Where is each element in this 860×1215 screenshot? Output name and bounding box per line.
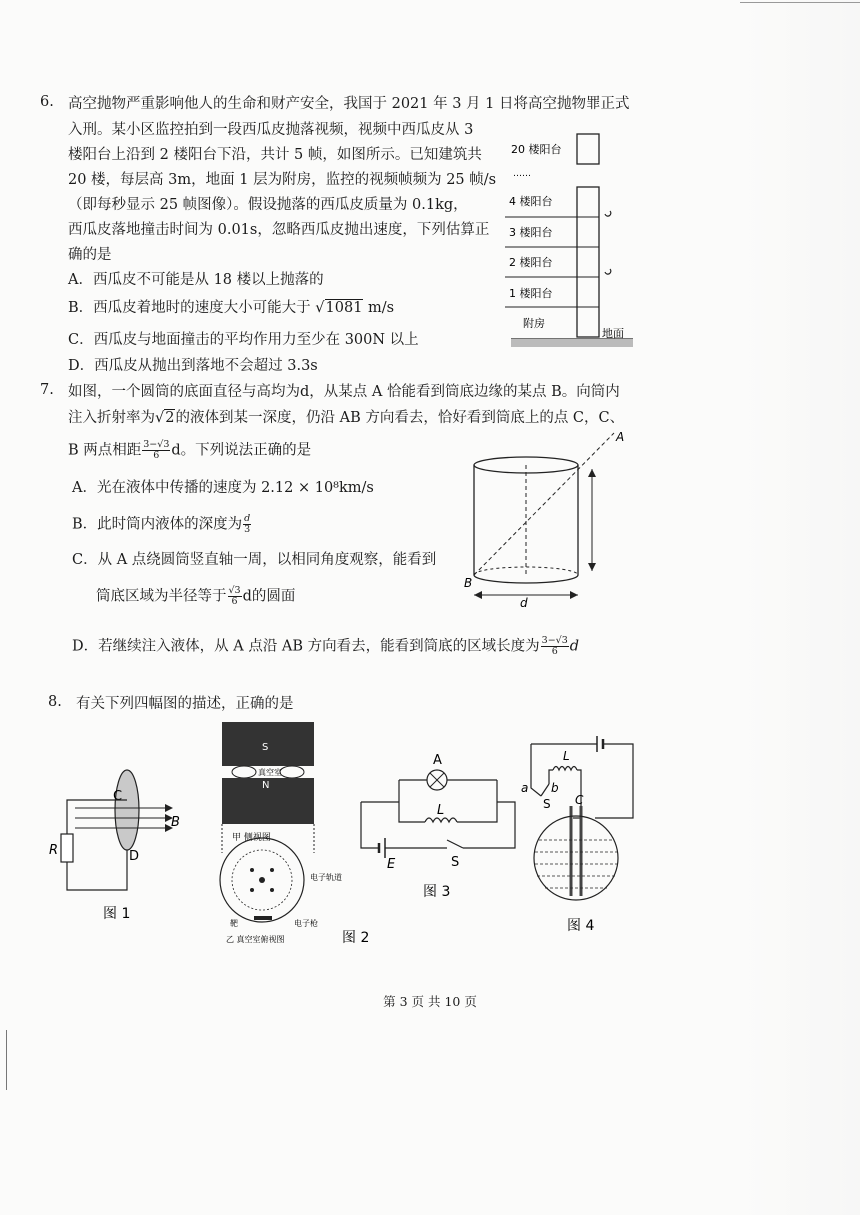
label-D: D <box>129 849 140 864</box>
label-S: S <box>262 742 269 753</box>
question-6-option-d: D．西瓜皮从抛出到落地不会超过 3.3s <box>68 358 318 374</box>
label-b: b <box>551 781 559 795</box>
question-6-line-6: 西瓜皮落地撞击时间为 0.01s，忽略西瓜皮抛出速度，下列估算正 <box>68 222 490 238</box>
question-6-option-b: B．西瓜皮着地时的速度大小可能大于 √1081 m/s <box>68 300 395 316</box>
switch-S <box>447 840 463 848</box>
cylinder-figure <box>462 425 632 610</box>
label-S: S <box>543 797 551 811</box>
question-7-option-c-1: C．从 A 点绕圆筒竖直轴一周，以相同角度观察，能看到 <box>72 552 437 568</box>
figure-3-caption: 图 3 <box>423 884 451 900</box>
scan-mark <box>6 1030 7 1090</box>
question-6-line-3: 楼阳台上沿到 2 楼阳台下沿，共计 5 帧，如图所示。已知建筑共 <box>68 147 482 163</box>
peel-icon <box>605 211 611 216</box>
label-S: S <box>451 855 460 870</box>
label-C: C <box>113 789 123 804</box>
figure-2-caption: 图 2 <box>342 930 370 946</box>
peel-icon <box>605 269 611 274</box>
label-top-view: 乙 真空室俯视图 <box>226 935 285 944</box>
figure-1 <box>45 760 205 930</box>
label-annex: 附房 <box>523 317 545 330</box>
question-6-number: 6. <box>40 94 54 110</box>
label-vacuum: 真空室 <box>258 768 282 777</box>
building-body <box>577 187 599 337</box>
question-8-stem: 有关下列四幅图的描述，正确的是 <box>76 696 294 712</box>
question-7-number: 7. <box>40 382 54 398</box>
question-6-line-4: 20 楼，每层高 3m，地面 1 层为附房，监控的视频帧频为 25 帧/s <box>68 172 497 188</box>
question-7-option-a: A．光在液体中传播的速度为 2.12 × 10⁸km/s <box>72 480 374 496</box>
label-floor-3: 3 楼阳台 <box>509 226 553 239</box>
label-dots: …… <box>513 169 531 179</box>
label-electron-gun: 电子枪 <box>294 919 318 928</box>
question-7-line-1: 如图，一个圆筒的底面直径与高均为d，从某点 A 恰能看到筒底边缘的某点 B。向筒内 <box>68 384 620 400</box>
ground-hatch <box>511 339 633 347</box>
floor-20-box <box>577 134 599 164</box>
scan-shadow <box>742 0 860 1215</box>
resistor-R <box>61 834 73 862</box>
figure-3 <box>355 750 535 905</box>
question-7-option-c-2: 筒底区域为半径等于 $\frac{√3}{6}$ d的圆面 <box>96 585 296 607</box>
label-a: a <box>521 781 529 795</box>
label-C: C <box>575 793 584 807</box>
label-electron-orbit: 电子轨道 <box>310 873 342 882</box>
question-6-line-1: 高空抛物严重影响他人的生命和财产安全，我国于 2021 年 3 月 1 日将高空抛物罪正式 <box>68 96 630 112</box>
question-7-option-d: D．若继续注入液体，从 A 点沿 AB 方向看去，能看到筒底的区域长度为 $\frac{3-√3}{6}$ d <box>72 635 580 657</box>
label-R: R <box>49 843 59 858</box>
label-A: A <box>616 430 625 444</box>
label-floor-1: 1 楼阳台 <box>509 287 553 300</box>
label-N: N <box>262 780 270 791</box>
label-d: d <box>520 596 528 610</box>
label-B: B <box>171 815 180 830</box>
figure-1-caption: 图 1 <box>103 906 131 922</box>
label-E: E <box>387 857 396 872</box>
label-floor-2: 2 楼阳台 <box>509 256 553 269</box>
question-7-line-3: B 两点相距 $\frac{3-√3}{6}$ d。下列说法正确的是 <box>68 439 312 461</box>
label-B: B <box>464 576 473 590</box>
question-8-number: 8. <box>48 694 62 710</box>
label-L: L <box>437 803 445 818</box>
question-6-line-7: 确的是 <box>68 247 112 263</box>
switch-S <box>541 784 549 796</box>
figure-4 <box>515 728 640 938</box>
page-footer: 第 3 页 共 10 页 <box>383 994 477 1009</box>
question-6-option-a: A．西瓜皮不可能是从 18 楼以上抛落的 <box>68 272 324 288</box>
question-6-line-2: 入刑。某小区监控拍到一段西瓜皮抛落视频，视频中西瓜皮从 3 <box>68 122 474 138</box>
label-target: 靶 <box>230 919 238 928</box>
question-7-option-b: B．此时筒内液体的深度为 $\frac{d}{3}$ <box>72 513 251 535</box>
disc <box>115 770 139 850</box>
label-ground: 地面 <box>602 327 624 340</box>
question-7-line-2: 注入折射率为√2的液体到某一深度，仍沿 AB 方向看去，恰好看到筒底上的点 C，C、 <box>68 410 625 426</box>
building-figure <box>505 132 635 357</box>
question-6-line-5: （即每秒显示 25 帧图像）。假设抛落的西瓜皮质量为 0.1kg， <box>68 197 468 213</box>
inductor-L <box>425 818 457 822</box>
scan-mark <box>740 2 860 3</box>
inductor-L <box>553 767 577 771</box>
label-side-view: 甲 侧视图 <box>232 833 271 843</box>
label-floor-4: 4 楼阳台 <box>509 195 553 208</box>
label-floor-20: 20 楼阳台 <box>511 143 562 156</box>
label-A: A <box>433 753 442 768</box>
question-6-option-c: C．西瓜皮与地面撞击的平均作用力至少在 300N 以上 <box>68 332 419 348</box>
label-L: L <box>563 749 570 763</box>
sight-line <box>474 433 614 575</box>
figure-4-caption: 图 4 <box>567 918 595 934</box>
